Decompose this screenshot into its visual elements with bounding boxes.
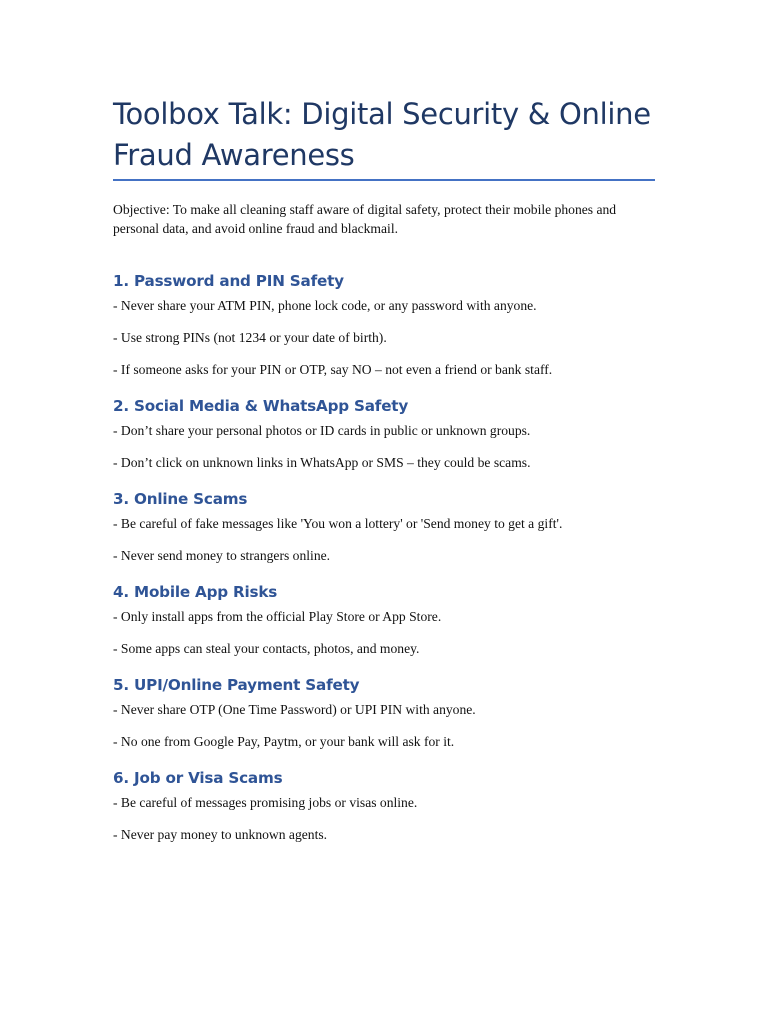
section-heading: 6. Job or Visa Scams: [113, 769, 283, 787]
bullet-item: - No one from Google Pay, Paytm, or your bank will ask for it.: [113, 734, 455, 749]
bullet-item: - Don’t share your personal photos or ID cards in public or unknown groups.: [113, 423, 531, 438]
section-heading: 1. Password and PIN Safety: [113, 272, 344, 290]
document-title: Toolbox Talk: Digital Security & Online Fraud Awareness: [113, 97, 651, 172]
sections-container: [113, 270, 673, 860]
bullet-item: - Never share your ATM PIN, phone lock code, or any password with anyone.: [113, 298, 537, 313]
bullet-item: - Only install apps from the official Play Store or App Store.: [113, 609, 442, 624]
section-heading: 2. Social Media & WhatsApp Safety: [113, 397, 409, 415]
bullet-item: - Some apps can steal your contacts, photos, and money.: [113, 641, 420, 656]
objective-paragraph: Objective: To make all cleaning staff aware of digital safety, protect their mobile phones and personal data, and avoid online fraud and blackmail.: [113, 202, 617, 236]
section-job-visa-scams: [113, 767, 673, 844]
section-mobile-app-risks: [113, 581, 673, 658]
bullet-item: - Never pay money to unknown agents.: [113, 827, 328, 842]
bullet-item: - Never share OTP (One Time Password) or UPI PIN with anyone.: [113, 702, 476, 717]
section-password-pin-safety: [113, 270, 673, 379]
section-heading: 3. Online Scams: [113, 490, 248, 508]
bullet-item: - Don’t click on unknown links in WhatsApp or SMS – they could be scams.: [113, 455, 531, 470]
bullet-item: - If someone asks for your PIN or OTP, say NO – not even a friend or bank staff.: [113, 362, 553, 377]
section-upi-online-payment-safety: [113, 674, 673, 751]
bullet-item: - Be careful of messages promising jobs or visas online.: [113, 795, 418, 810]
bullet-item: - Never send money to strangers online.: [113, 548, 331, 563]
section-social-media-whatsapp-safety: [113, 395, 673, 472]
section-online-scams: [113, 488, 673, 565]
section-heading: 5. UPI/Online Payment Safety: [113, 676, 360, 694]
title-divider: [113, 179, 655, 181]
bullet-item: - Be careful of fake messages like 'You won a lottery' or 'Send money to get a gift'.: [113, 516, 563, 531]
section-heading: 4. Mobile App Risks: [113, 583, 278, 601]
bullet-item: - Use strong PINs (not 1234 or your date of birth).: [113, 330, 387, 345]
